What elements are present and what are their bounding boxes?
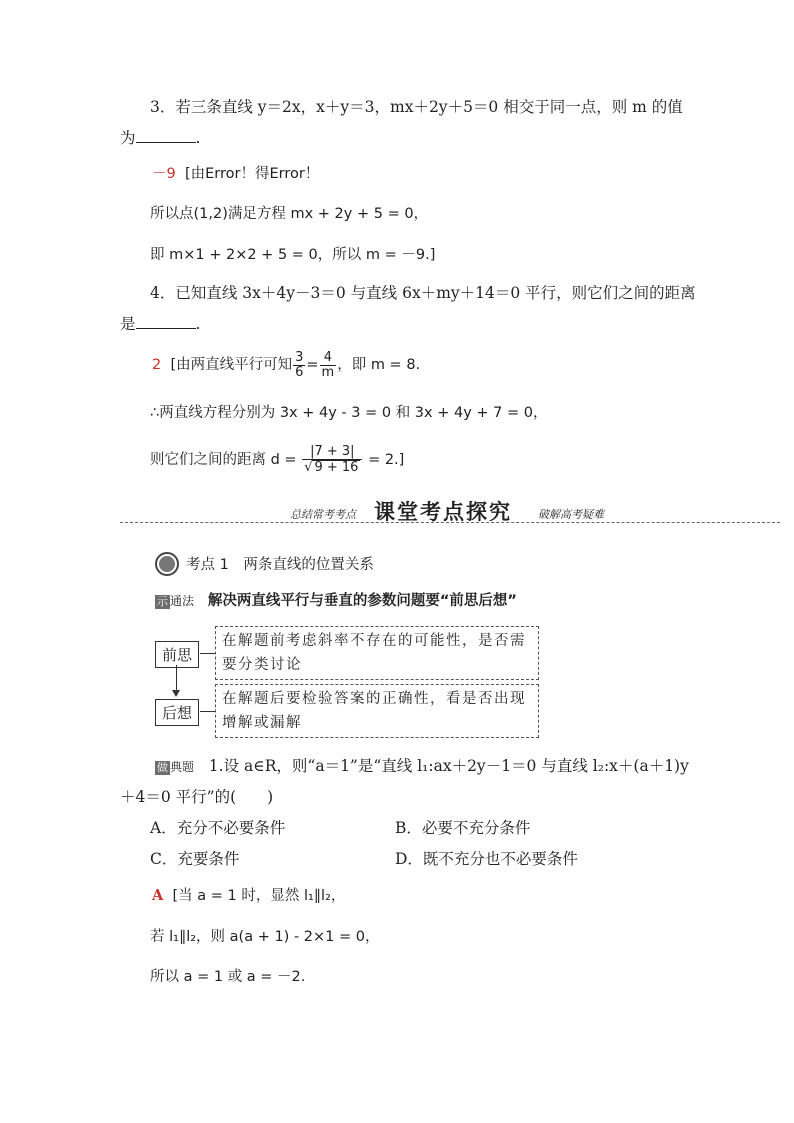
q4-line2-suffix: . xyxy=(195,315,201,333)
q4-line1: 4．已知直线 3x＋4y－3＝0 与直线 6x＋my＋14＝0 平行，则它们之间的距离 xyxy=(150,284,696,302)
q4-sol3-prefix: 则它们之间的距离 d = xyxy=(150,452,297,468)
banner-left-text: 总结常考考点 xyxy=(290,508,356,521)
option-d[interactable]: D．既不充分也不必要条件 xyxy=(395,850,578,868)
q3-line2 xyxy=(120,128,200,148)
q4-sol2: ∴两直线方程分别为 3x + 4y - 3 = 0 和 3x + 4y + 7 = 0， xyxy=(150,405,548,421)
example-answer: A xyxy=(152,887,164,904)
q4-answer: 2 xyxy=(152,357,162,373)
q3-line2-prefix: 为 xyxy=(120,129,136,147)
connector-2 xyxy=(200,711,215,712)
box-after-text: 在解题后要检验答案的正确性，看是否出现增解或漏解 xyxy=(215,684,539,738)
box-before-text: 在解题前考虑斜率不存在的可能性，是否需要分类讨论 xyxy=(215,626,539,680)
example-line1 xyxy=(155,756,689,777)
method-title: 解决两直线平行与垂直的参数问题要“前思后想” xyxy=(207,593,517,609)
q4-sol3-suffix: = 2.] xyxy=(368,452,405,468)
banner-right-text: 破解高考疑难 xyxy=(538,508,604,521)
option-c[interactable]: C．充要条件 xyxy=(150,850,240,868)
section-heading: 考点 1 两条直线的位置关系 xyxy=(186,557,374,573)
example-sol3: 所以 a = 1 或 a = －2. xyxy=(150,969,306,985)
method-line xyxy=(155,591,517,611)
box-before-label: 前思 xyxy=(155,641,199,668)
q4-blank xyxy=(136,314,196,329)
example-line2: ＋4＝0 平行”的( ) xyxy=(120,788,274,806)
fraction-3-6: $\frac{3}{6}$ xyxy=(295,349,304,380)
banner-title: 课堂考点探究 xyxy=(374,500,512,524)
q3-sol1-text: [由Error！得Error！ xyxy=(184,166,320,182)
sqrt-icon: √ xyxy=(304,460,313,475)
example-stem-1: 1.设 a∈R，则“a＝1”是“直线 l₁:ax＋2y－1＝0 与直线 l₂:x＋(a＋1)y xyxy=(208,757,689,775)
q3-sol1 xyxy=(152,164,319,184)
q4-line2-prefix: 是 xyxy=(120,315,136,333)
q3-sol2: 所以点(1,2)满足方程 mx + 2y + 5 = 0， xyxy=(150,206,429,222)
q4-sol1-prefix: [由两直线平行可知 xyxy=(170,357,293,373)
example-tag-rest: 典题 xyxy=(170,760,195,774)
q3-line2-suffix: . xyxy=(195,129,201,147)
q4-sol1-suffix: ，即 m = 8. xyxy=(337,357,421,373)
q3-answer: －9 xyxy=(152,166,176,182)
option-b[interactable]: B．必要不充分条件 xyxy=(395,819,531,837)
connector-1 xyxy=(200,653,215,654)
banner-divider xyxy=(120,522,780,523)
arrow-line xyxy=(176,665,177,691)
q3-line1: 3．若三条直线 y＝2x，x＋y＝3，mx＋2y＋5＝0 相交于同一点，则 m 的值 xyxy=(150,98,683,116)
fraction-4-m: $\frac{4}{m}$ xyxy=(321,349,335,380)
box-after-label: 后想 xyxy=(155,699,199,726)
example-sol1 xyxy=(152,886,345,906)
example-tag: 做 xyxy=(157,761,168,774)
method-tag-rest: 通法 xyxy=(170,594,195,608)
option-a[interactable]: A．充分不必要条件 xyxy=(150,819,286,837)
example-sol1-text: [当 a = 1 时，显然 l₁∥l₂， xyxy=(172,888,346,904)
section-banner xyxy=(120,496,780,522)
q3-sol3: 即 m×1 + 2×2 + 5 = 0，所以 m = －9.] xyxy=(150,247,436,263)
arrow-down-icon xyxy=(172,690,180,697)
q4-line2 xyxy=(120,314,200,334)
method-tag: 示 xyxy=(157,595,168,608)
example-sol2: 若 l₁∥l₂，则 a(a + 1) - 2×1 = 0， xyxy=(150,929,380,945)
q3-blank xyxy=(136,128,196,143)
q4-sol3 xyxy=(150,440,404,480)
q4-sol1 xyxy=(152,348,420,382)
distance-fraction: $\frac{|7 + 3|}{√ 9 + 16}$ xyxy=(302,445,362,475)
equals-sign: = xyxy=(306,357,319,373)
section-bullet-icon xyxy=(155,552,179,576)
